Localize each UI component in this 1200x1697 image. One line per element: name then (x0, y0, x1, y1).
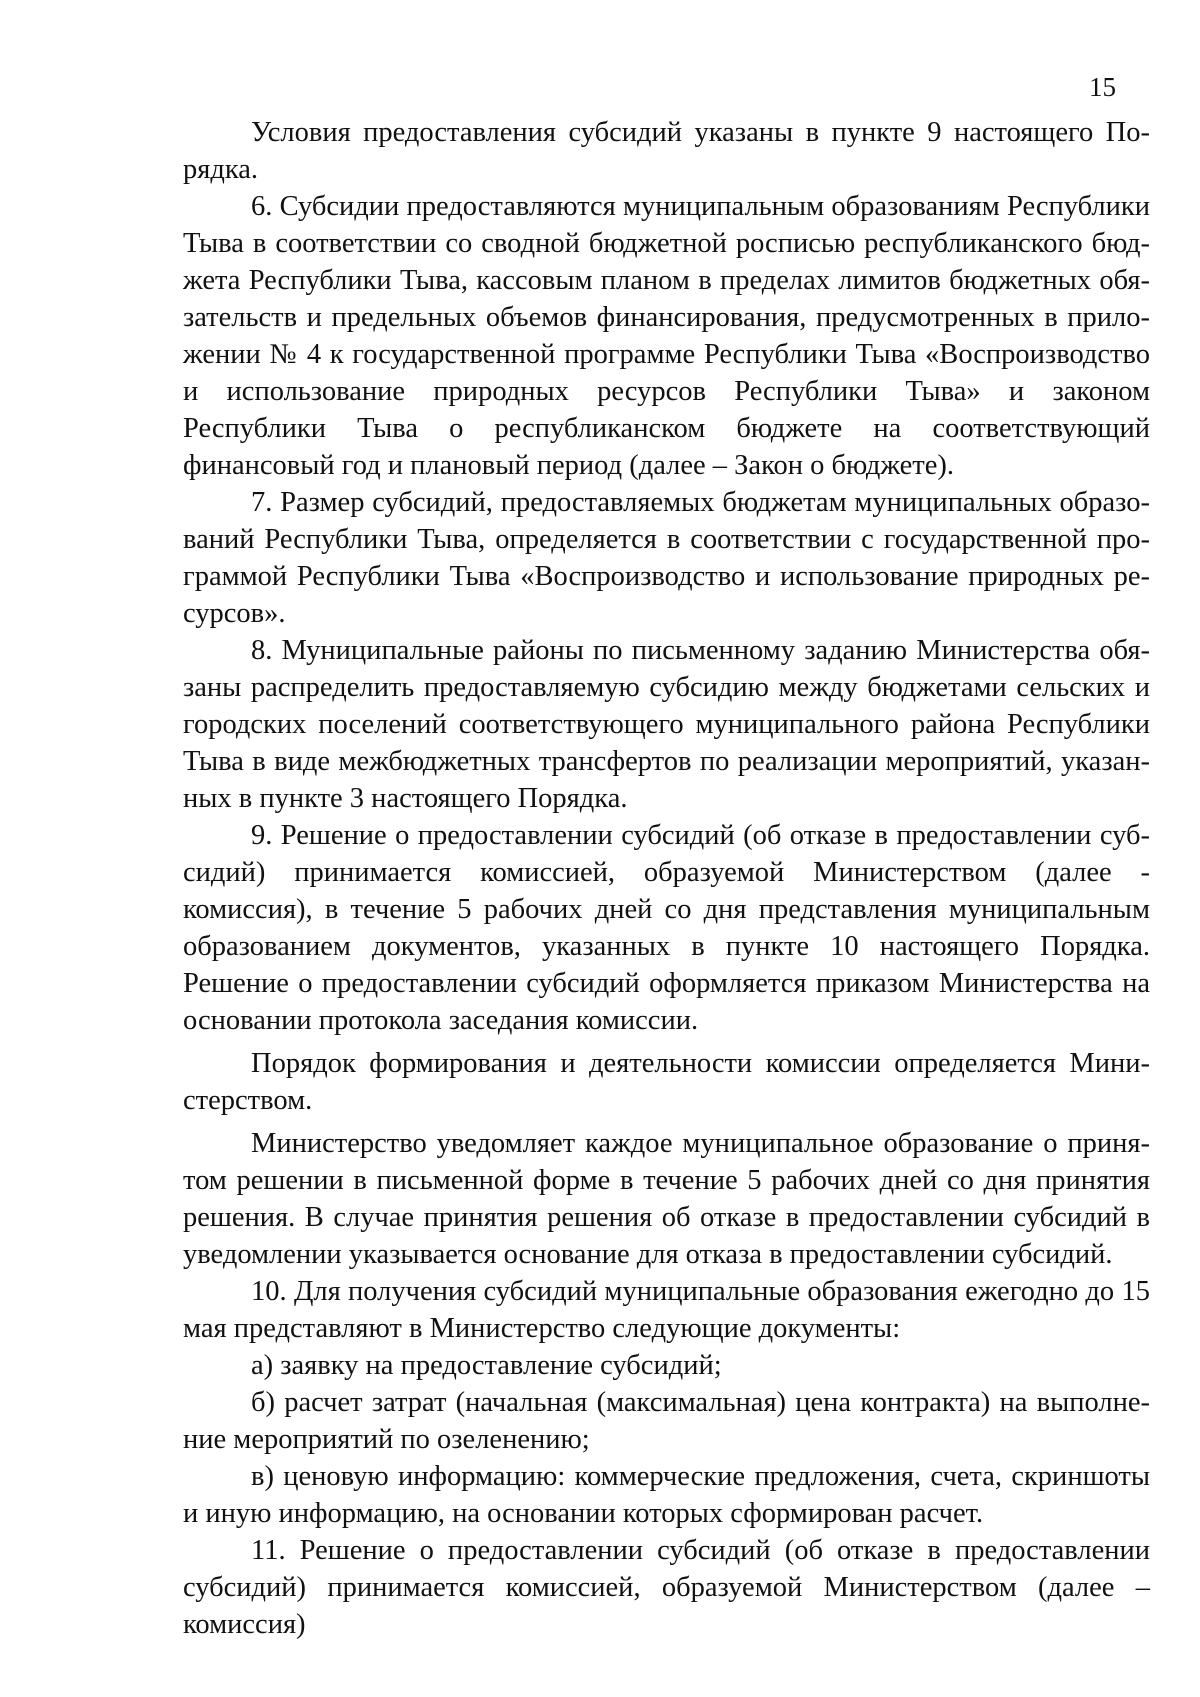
paragraph-item-6: 6. Субсидии предоставляются муниципальным образованиям Республики Тыва в соответствии со сводной бюджетной росписью республиканского бюджета Республики Тыва, кассовым планом в пределах лимитов бюджетных обязательств и предельных объемов финансирования, предусмотренных в приложении № 4 к государственной программе Республики Тыва «Воспроизводство и использование природных ресурсов Республики Тыва» и законом Республики Тыва о республиканском бюджете на соответствующий финансовый год и плановый период (далее – Закон о бюджете). (183, 191, 1150, 481)
page-number: 15 (1089, 72, 1116, 102)
paragraph-item-9: 9. Решение о предоставлении субсидий (об отказе в предоставлении субсидий) принимается комиссией, образуемой Министерством (далее - комиссия), в течение 5 рабочих дней со дня представления муниципальным образованием документов, указанных в пункте 10 настоящего Порядка. Решение о предоставлении субсидий оформляется приказом Министерства на основании протокола заседания комиссии. (183, 820, 1150, 1036)
paragraph-ministry-notification: Министерство уведомляет каждое муниципальное образование о принятом решении в письменной форме в течение 5 рабочих дней со дня принятия решения. В случае принятия решения об отказе в предоставлении субсидий в уведомлении указывается основание для отказа в предоставлении субсидий. (183, 1128, 1150, 1270)
document-body (183, 114, 1150, 1643)
paragraph-item-8: 8. Муниципальные районы по письменному заданию Министерства обязаны распределить предоставляемую субсидию между бюджетами сельских и городских поселений соответствующего муниципального района Республики Тыва в виде межбюджетных трансфертов по реализации мероприятий, указанных в пункте 3 настоящего Порядка. (183, 635, 1150, 814)
list-item-a: а) заявку на предоставление субсидий; (251, 1350, 722, 1381)
list-item-b: б) расчет затрат (начальная (максимальная) цена контракта) на выполнение мероприятий по озеленению; (183, 1387, 1150, 1455)
paragraph-commission-procedure: Порядок формирования и деятельности комиссии определяется Министерством. (183, 1048, 1150, 1116)
paragraph-item-7: 7. Размер субсидий, предоставляемых бюджетам муниципальных образований Республики Тыва, определяется в соответствии с государственной программой Республики Тыва «Воспроизводство и использование природных ресурсов». (183, 487, 1150, 629)
paragraph-conditions: Условия предоставления субсидий указаны в пункте 9 настоящего Порядка. (183, 117, 1150, 185)
paragraph-item-10: 10. Для получения субсидий муниципальные образования ежегодно до 15 мая представляют в Министерство следующие документы: (183, 1276, 1150, 1344)
list-item-v: в) ценовую информацию: коммерческие предложения, счета, скриншоты и иную информацию, на основании которых сформирован расчет. (183, 1461, 1150, 1529)
paragraph-item-11: 11. Решение о предоставлении субсидий (об отказе в предоставлении субсидий) принимается комиссией, образуемой Министерством (далее – комиссия) (183, 1535, 1150, 1640)
